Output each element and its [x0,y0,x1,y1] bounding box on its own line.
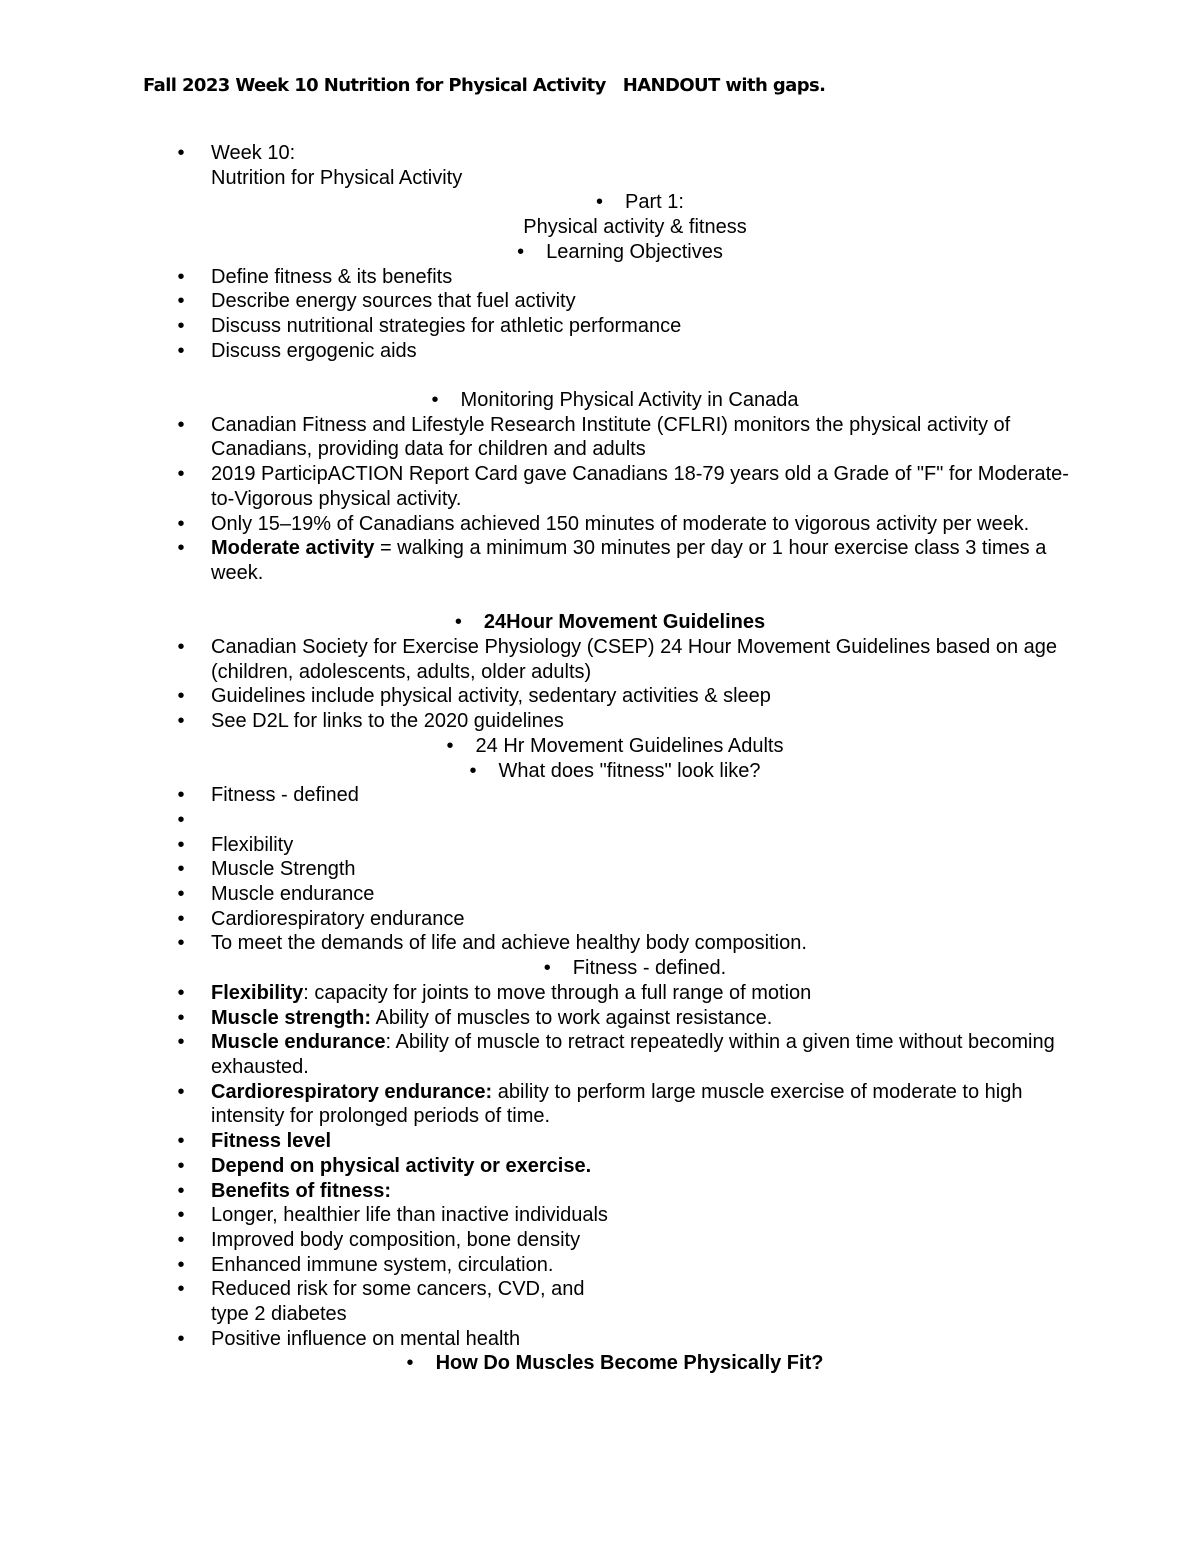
list-item: • Fitness level [177,1130,332,1153]
list-item-empty: • [177,808,185,831]
list-item: • Muscle strength: Ability of muscles to work against resistance. [177,1006,773,1029]
list-item: • Benefits of fitness: [177,1179,392,1202]
list-item: • Flexibility: capacity for joints to move through a full range of motion [177,981,812,1004]
handout-body [0,141,1200,1376]
list-item: • Only 15–19% of Canadians achieved 150 minutes of moderate to vigorous activity per week. [177,512,1030,535]
centered-heading: • Learning Objectives [517,240,723,263]
list-item: • To meet the demands of life and achieve healthy body composition. [177,932,807,955]
list-item: • Cardiorespiratory endurance: ability to perform large muscle exercise of moderate to high intensity for prolonged periods of time. [177,1080,1029,1128]
list-item-continuation: type 2 diabetes [211,1303,347,1326]
list-item: • Fitness - defined [177,784,359,807]
list-item: • Flexibility [177,833,294,856]
centered-heading: • What does "fitness" look like? [469,759,761,782]
list-item: • Discuss ergogenic aids [177,339,417,362]
list-item: • Positive influence on mental health [177,1327,521,1350]
list-item: • Cardiorespiratory endurance [177,907,465,930]
list-item: • Discuss nutritional strategies for athletic performance [177,314,682,337]
list-item: • Canadian Fitness and Lifestyle Research Institute (CFLRI) monitors the physical activity of Canadians, providing data for children and adults [177,413,1016,461]
list-item: • Muscle endurance [177,883,375,906]
list-item: • Guidelines include physical activity, sedentary activities & sleep [177,685,771,708]
centered-heading: • Monitoring Physical Activity in Canada [431,389,799,412]
list-item: • Enhanced immune system, circulation. [177,1253,554,1276]
centered-heading: • 24Hour Movement Guidelines [454,611,766,634]
list-item: • Describe energy sources that fuel activity [177,290,576,313]
list-item: • Longer, healthier life than inactive individuals [177,1204,608,1227]
list-item: • Muscle endurance: Ability of muscle to retract repeatedly within a given time without becoming exhausted. [177,1031,1061,1078]
list-item-continuation: Nutrition for Physical Activity [211,166,463,189]
page-title: Fall 2023 Week 10 Nutrition for Physical Activity HANDOUT with gaps. [143,75,826,96]
centered-heading: • Fitness - defined. [543,957,727,980]
list-item: • Moderate activity = walking a minimum 30 minutes per day or 1 hour exercise class 3 times a week. [177,537,1052,584]
centered-heading: • How Do Muscles Become Physically Fit? [406,1352,824,1375]
list-item: • Canadian Society for Exercise Physiology (CSEP) 24 Hour Movement Guidelines based on age (children, adolescents, adults, older adults) [177,636,1063,683]
list-item: • Muscle Strength [177,858,356,881]
list-item: • See D2L for links to the 2020 guidelines [177,710,564,733]
list-item: • Depend on physical activity or exercise. [177,1154,592,1177]
centered-heading: • 24 Hr Movement Guidelines Adults [446,734,784,757]
centered-heading-continuation: Physical activity & fitness [523,216,747,239]
list-item: • 2019 ParticipACTION Report Card gave Canadians 18-79 years old a Grade of "F" for Moderate-to-Vigorous physical activity. [177,463,1069,510]
list-item: • Week 10: [0,141,1200,166]
list-item: • Define fitness & its benefits [177,265,453,288]
centered-heading: • Part 1: [596,191,684,214]
bullet: • [177,142,185,164]
list-item: • Reduced risk for some cancers, CVD, and [177,1278,585,1301]
list-item: • Improved body composition, bone density [177,1228,581,1251]
